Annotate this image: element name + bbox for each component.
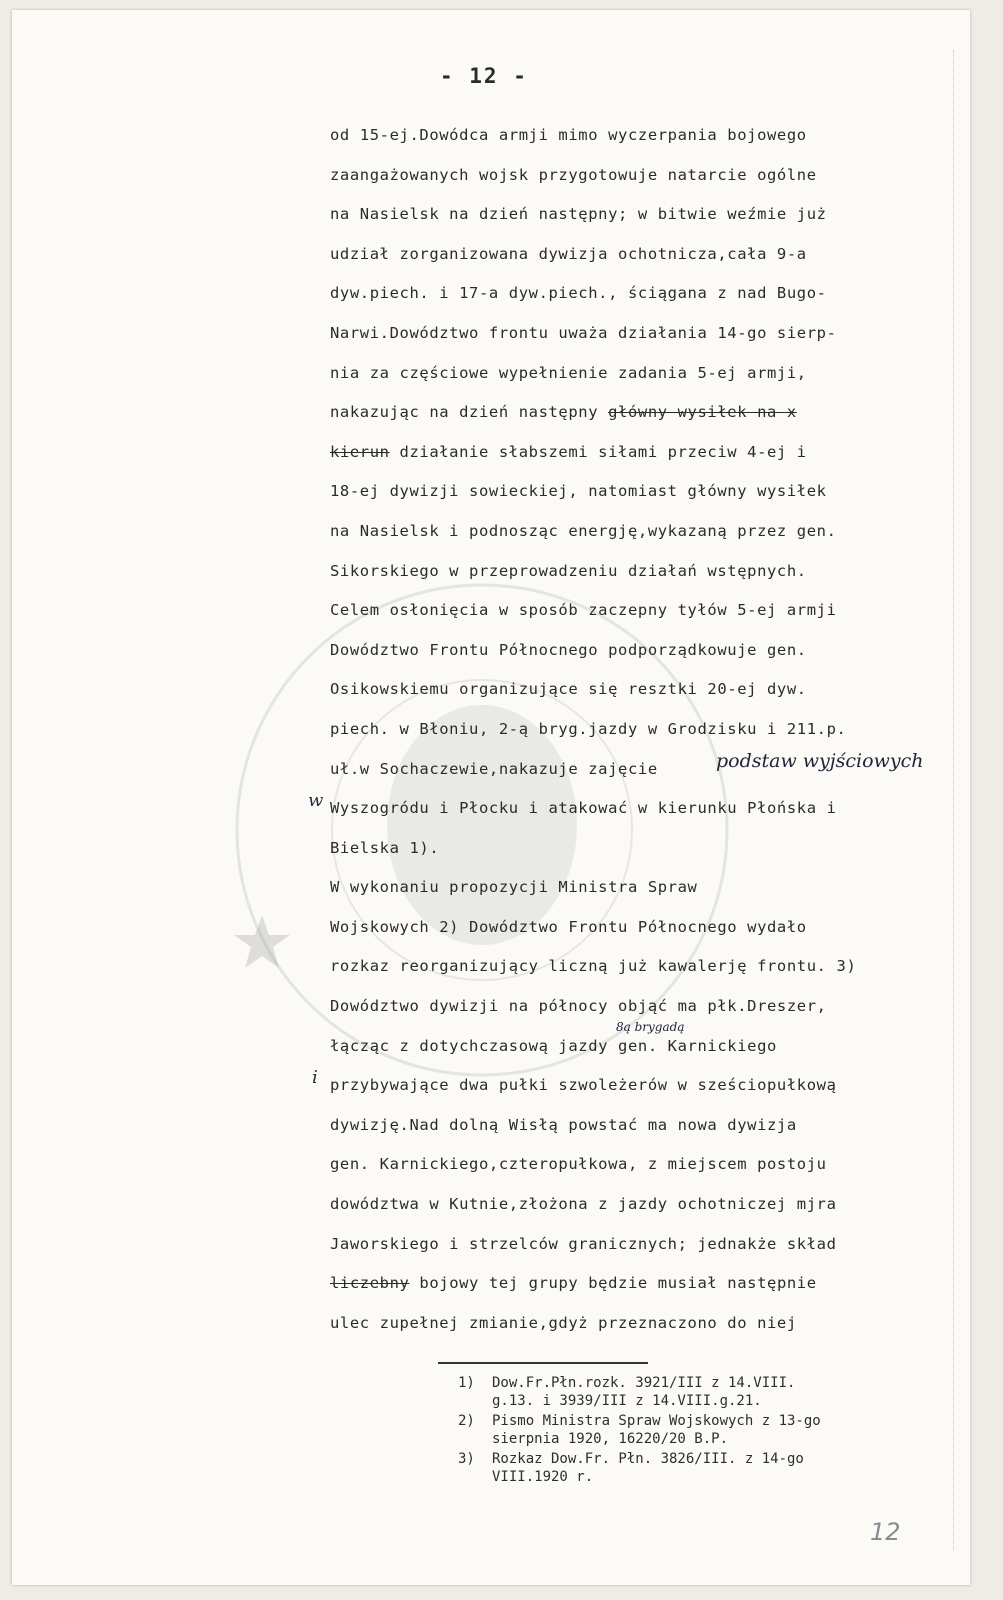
footnote-text: Rozkaz Dow.Fr. Płn. 3826/III. z 14-go VIII.1920 r. <box>492 1451 804 1485</box>
footnote-text: Pismo Ministra Spraw Wojskowych z 13-go sierpnia 1920, 16220/20 B.P. <box>492 1413 821 1447</box>
text-line: na Nasielsk na dzień następny; w bitwie weźmie już <box>330 205 827 224</box>
text-line: Wojskowych 2) Dowództwo Frontu Północnego wydało <box>330 917 807 936</box>
page-number: - 12 - <box>440 64 528 88</box>
handwritten-insert: podstaw wyjściowych <box>716 750 924 772</box>
text-line: gen. Karnickiego,czteropułkowa, z miejscem postoju <box>330 1155 827 1174</box>
text-line: na Nasielsk i podnosząc energję,wykazaną przez gen. <box>330 521 837 540</box>
struck-text: główny wysiłek na x <box>608 403 797 422</box>
text-line: Bielska 1). <box>330 838 440 857</box>
document-page <box>12 10 970 1585</box>
text-line: uł.w Sochaczewie,nakazuje zajęcie <box>330 759 658 778</box>
text-line: nia za częściowe wypełnienie zadania 5-ej armji, <box>330 363 807 382</box>
text-line: dywizję.Nad dolną Wisłą powstać ma nowa dywizja <box>330 1115 797 1134</box>
text-line: ulec zupełnej zmianie,gdyż przeznaczono do niej <box>330 1313 797 1332</box>
text-line: 18-ej dywizji sowieckiej, natomiast główny wysiłek <box>330 482 827 501</box>
margin-mark-i: i <box>312 1067 318 1088</box>
text-line: liczebny bojowy tej grupy będzie musiał następnie <box>330 1274 817 1293</box>
body-text <box>330 116 958 1343</box>
footnote <box>458 1374 958 1410</box>
text-line: dowództwa w Kutnie,złożona z jazdy ochotniczej mjra <box>330 1195 837 1214</box>
footnote-number: 3) <box>458 1451 475 1467</box>
text-line: W wykonaniu propozycji Ministra Spraw <box>330 878 698 897</box>
text-line: kierun działanie słabszemi siłami przeciw 4-ej i <box>330 442 807 461</box>
text-line: Sikorskiego w przeprowadzeniu działań wstępnych. <box>330 561 807 580</box>
text-line: Dowództwo Frontu Północnego podporządkowuje gen. <box>330 640 807 659</box>
footnote <box>458 1450 958 1486</box>
archive-page-number: 12 <box>870 1518 901 1546</box>
text-line: Jaworskiego i strzelców granicznych; jednakże skład <box>330 1234 837 1253</box>
watermark-star-icon <box>234 915 290 968</box>
margin-mark-w: w <box>308 790 324 811</box>
text-line: Osikowskiemu organizujące się resztki 20-ej dyw. <box>330 680 807 699</box>
text-line: nakazując na dzień następny główny wysiłek na x <box>330 403 797 422</box>
footnote-text: Dow.Fr.Płn.rozk. 3921/III z 14.VIII. g.13. i 3939/III z 14.VIII.g.21. <box>492 1375 796 1409</box>
text-line: dyw.piech. i 17-a dyw.piech., ściągana z nad Bugo- <box>330 284 827 303</box>
text-line: Celem osłonięcia w sposób zaczepny tyłów 5-ej armji <box>330 601 837 620</box>
footnote-separator <box>438 1362 648 1364</box>
text-line: przybywające dwa pułki szwoleżerów w sześciopułkową <box>330 1076 837 1095</box>
handwritten-brigade-insert: 8ą brygadą <box>616 1020 685 1034</box>
struck-text: kierun <box>330 442 390 461</box>
text-line: zaangażowanych wojsk przygotowuje natarcie ogólne <box>330 165 817 184</box>
footnote <box>458 1412 958 1448</box>
footnote-number: 2) <box>458 1413 475 1429</box>
text-line: rozkaz reorganizujący liczną już kawalerję frontu. 3) <box>330 957 857 976</box>
text-line: Dowództwo dywizji na północy objąć ma płk.Dreszer, <box>330 997 827 1016</box>
footnote-number: 1) <box>458 1375 475 1391</box>
struck-text: liczebny <box>330 1274 410 1293</box>
text-line: od 15-ej.Dowódca armji mimo wyczerpania bojowego <box>330 126 807 144</box>
text-line: Wyszogródu i Płocku i atakować w kierunku Płońska i <box>330 799 837 818</box>
text-line: piech. w Błoniu, 2-ą bryg.jazdy w Grodzisku i 211.p. <box>330 719 847 738</box>
text-line: udział zorganizowana dywizja ochotnicza,cała 9-a <box>330 244 807 263</box>
footnotes <box>458 1374 958 1488</box>
text-line: łącząc z dotychczasową jazdy gen. Karnickiego <box>330 1036 777 1055</box>
text-line: Narwi.Dowództwo frontu uważa działania 14-go sierp- <box>330 323 837 342</box>
